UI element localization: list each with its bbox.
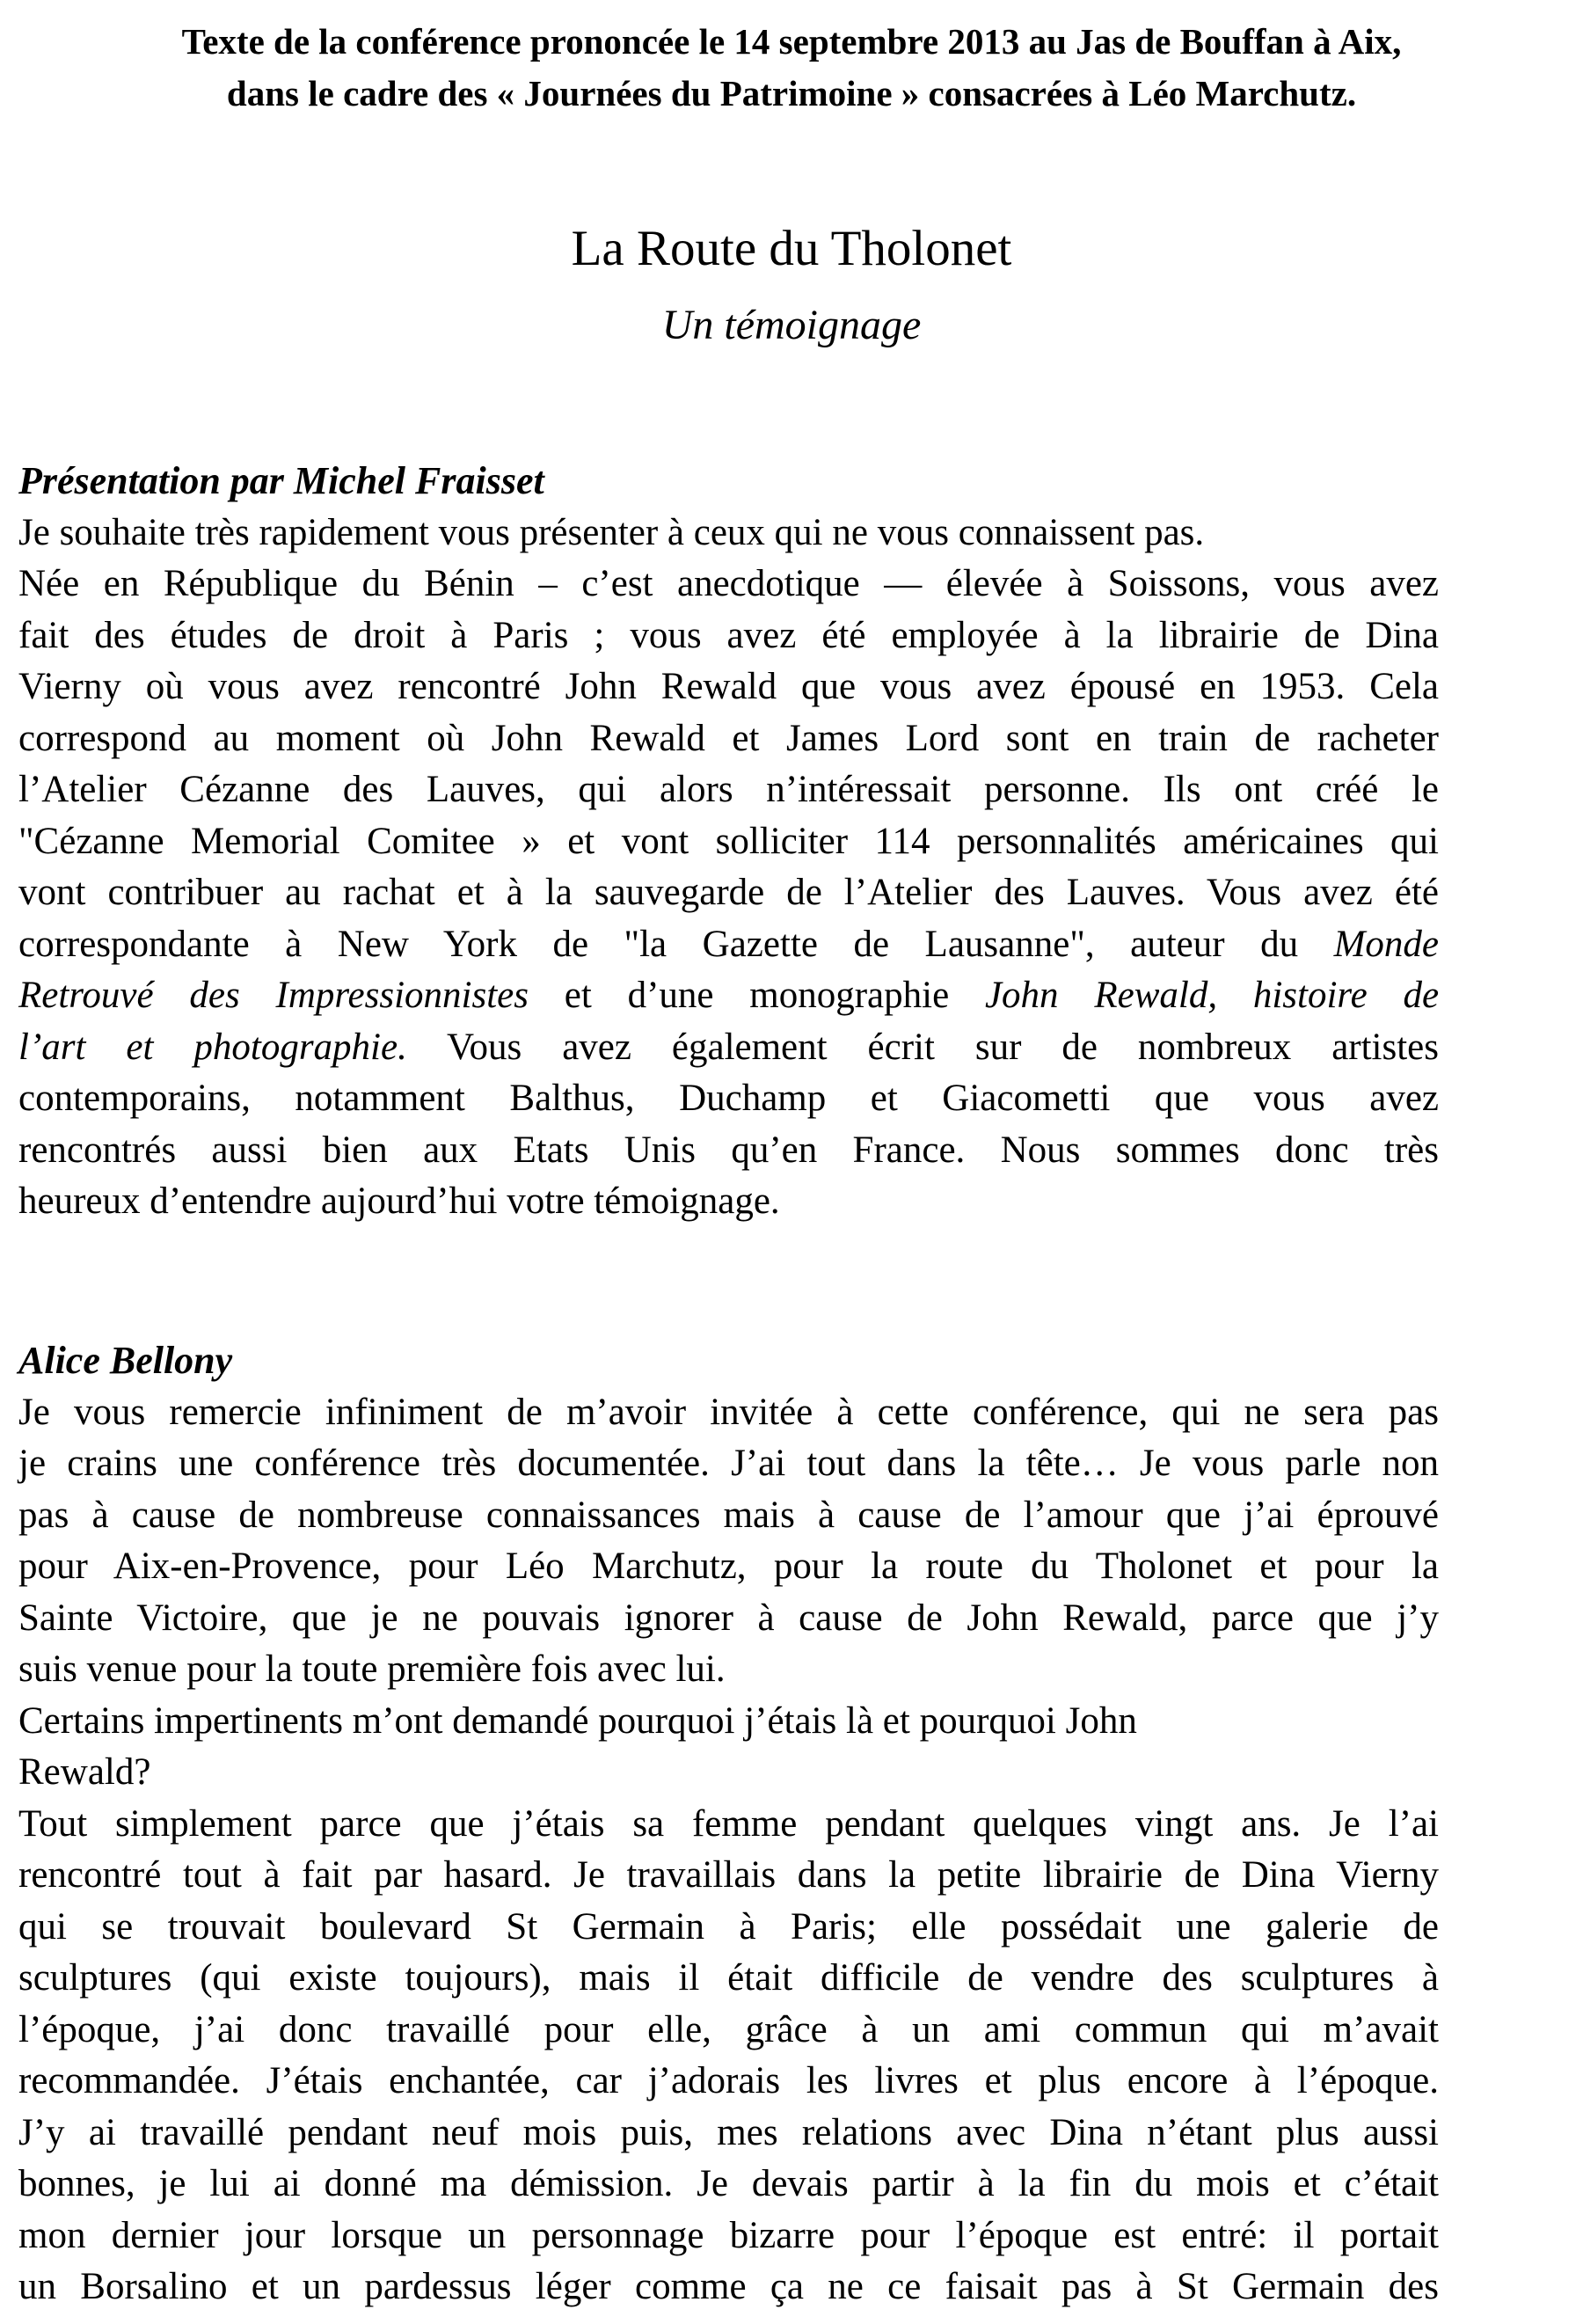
alice-line: je crains une conférence très documentée. J’ai tout dans la tête… Je vous parle non — [18, 1443, 1439, 1484]
book-title-italic: John Rewald, histoire de — [984, 975, 1440, 1016]
presentation-line-text: Vous avez également écrit sur de nombreux artistes — [447, 1026, 1439, 1068]
alice-speaker: Alice Bellony — [18, 1339, 233, 1382]
presentation-paragraph — [18, 508, 1439, 1228]
presentation-line: correspond au moment où John Rewald et James Lord sont en train de racheter — [18, 717, 1439, 759]
presentation-line — [18, 970, 1439, 1022]
alice-line: Je vous remercie infiniment de m’avoir invitée à cette conférence, qui ne sera pas — [18, 1391, 1439, 1433]
presentation-line: rencontrés aussi bien aux Etats Unis qu’en France. Nous sommes donc très — [18, 1129, 1439, 1171]
alice-line: rencontré tout à fait par hasard. Je travaillais dans la petite librairie de Dina Vierny — [18, 1854, 1439, 1896]
presentation-line-text: correspondante à New York de "la Gazette de Lausanne", auteur du — [18, 923, 1299, 965]
alice-paragraph — [18, 1387, 1439, 2313]
presentation-section — [18, 456, 1439, 1228]
presentation-line: contemporains, notamment Balthus, Duchamp et Giacometti que vous avez — [18, 1078, 1439, 1119]
book-title-italic: Monde — [1333, 923, 1440, 965]
presentation-line: l’Atelier Cézanne des Lauves, qui alors n’intéressait personne. Ils ont créé le — [18, 769, 1439, 810]
alice-line: un Borsalino et un pardessus léger comme ça ne ce faisait pas à St Germain des — [18, 2266, 1439, 2307]
alice-line: Certains impertinents m’ont demandé pourquoi j’étais là et pourquoi John — [18, 1699, 1137, 1742]
presentation-line: fait des études de droit à Paris ; vous avez été employée à la librairie de Dina — [18, 614, 1439, 656]
alice-line: J’y ai travaillé pendant neuf mois puis, mes relations avec Dina n’étant plus aussi — [18, 2111, 1439, 2153]
presentation-line: Née en République du Bénin – c’est anecdotique — élevée à Soissons, vous avez — [18, 563, 1439, 604]
presentation-line: heureux d’entendre aujourd’hui votre témoignage. — [18, 1180, 780, 1222]
alice-line: bonnes, je lui ai donné ma démission. Je devais partir à la fin du mois et c’était — [18, 2163, 1439, 2204]
conference-note-line-2: dans le cadre des « Journées du Patrimoine » consacrées à Léo Marchutz. — [226, 73, 1357, 113]
book-title-italic: Retrouvé des Impressionnistes — [18, 975, 529, 1016]
presentation-line: Vierny où vous avez rencontré John Rewald que vous avez épousé en 1953. Cela — [18, 666, 1439, 707]
presentation-line: "Cézanne Memorial Comitee » et vont solliciter 114 personnalités américaines qui — [18, 820, 1439, 862]
alice-line: mon dernier jour lorsque un personnage bizarre pour l’époque est entré: il portait — [18, 2214, 1439, 2256]
alice-line: Sainte Victoire, que je ne pouvais ignorer à cause de John Rewald, parce que j’y — [18, 1597, 1439, 1639]
document-subtitle: Un témoignage — [661, 302, 922, 348]
presentation-line — [18, 1022, 1439, 1074]
alice-line: qui se trouvait boulevard St Germain à Paris; elle possédait une galerie de — [18, 1905, 1439, 1948]
alice-line: Rewald? — [18, 1751, 151, 1793]
presentation-line-text: et d’une monographie — [564, 975, 950, 1016]
alice-line: l’époque, j’ai donc travaillé pour elle, grâce à un ami commun qui m’avait — [18, 2008, 1439, 2050]
presentation-line — [18, 919, 1439, 971]
book-title-italic: l’art et photographie. — [18, 1026, 407, 1068]
presentation-line: vont contribuer au rachat et à la sauvegarde de l’Atelier des Lauves. Vous avez été — [18, 872, 1439, 913]
alice-line: recommandée. J’étais enchantée, car j’adorais les livres et plus encore à l’époque. — [18, 2060, 1439, 2101]
alice-section — [18, 1335, 1439, 2313]
alice-line: pas à cause de nombreuse connaissances mais à cause de l’amour que j’ai éprouvé — [18, 1494, 1439, 1536]
alice-line: pour Aix-en-Provence, pour Léo Marchutz, pour la route du Tholonet et pour la — [18, 1546, 1439, 1587]
conference-note — [26, 16, 1557, 120]
alice-line: suis venue pour la toute première fois avec lui. — [18, 1648, 726, 1690]
presentation-line: Je souhaite très rapidement vous présenter à ceux qui ne vous connaissent pas. — [18, 511, 1205, 553]
presentation-speaker: Présentation par Michel Fraisset — [18, 459, 544, 502]
document-title: La Route du Tholonet — [571, 221, 1012, 276]
conference-note-line-1: Texte de la conférence prononcée le 14 septembre 2013 au Jas de Bouffan à Aix, — [181, 21, 1402, 62]
alice-line: sculptures (qui existe toujours), mais il était difficile de vendre des sculptures à — [18, 1957, 1439, 1999]
alice-line: Tout simplement parce que j’étais sa femme pendant quelques vingt ans. Je l’ai — [18, 1802, 1439, 1845]
